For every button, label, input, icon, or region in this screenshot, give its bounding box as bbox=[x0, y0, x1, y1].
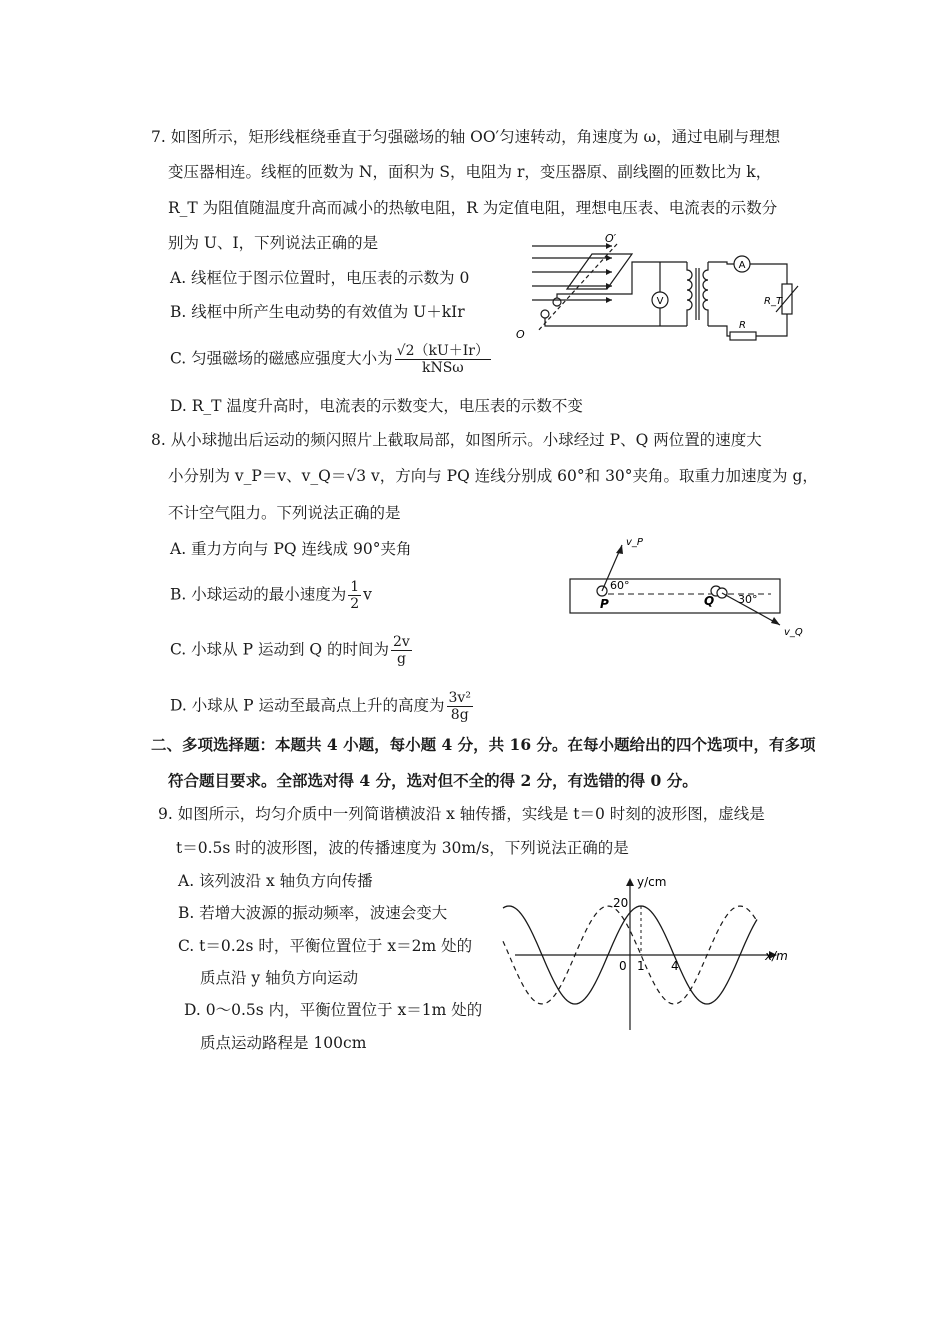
resistor-label: R bbox=[739, 320, 746, 331]
q7-option-c-text: C. 匀强磁场的磁感应强度大小为 bbox=[170, 349, 393, 368]
q8-strobe-figure bbox=[566, 535, 803, 640]
q9-option-c-line2: 质点沿 y 轴负方向运动 bbox=[200, 969, 359, 987]
label-angle-30: 30° bbox=[738, 593, 758, 606]
x-tick-1: 1 bbox=[637, 959, 645, 973]
field-arrow-5 bbox=[606, 297, 612, 303]
q7-stem-line4: 别为 U、I，下列说法正确的是 bbox=[168, 234, 379, 252]
q7-stem-line1: 7. 如图所示，矩形线框绕垂直于匀强磁场的轴 OO′匀速转动，角速度为 ω，通过电刷与理想 bbox=[151, 128, 781, 146]
slip-ring-1 bbox=[553, 298, 561, 306]
q8-option-b-unit: v bbox=[363, 585, 372, 604]
q7-option-c-fraction bbox=[395, 343, 491, 376]
q9-option-b: B. 若增大波源的振动频率，波速会变大 bbox=[178, 904, 448, 922]
velocity-vq-arrowhead bbox=[771, 617, 780, 625]
q7-option-c-denominator: kNSω bbox=[421, 360, 464, 376]
label-vp: v_P bbox=[626, 537, 643, 548]
resistor-r bbox=[730, 332, 756, 340]
q8-option-c-denominator: g bbox=[396, 651, 406, 667]
q7-option-b: B. 线框中所产生电动势的有效值为 U＋kIr bbox=[170, 303, 465, 321]
q7-option-d: D. R_T 温度升高时，电流表的示数变大，电压表的示数不变 bbox=[170, 397, 583, 415]
q7-stem-line3: R_T 为阻值随温度升高而减小的热敏电阻，R 为定值电阻，理想电压表、电流表的示数分 bbox=[168, 199, 778, 217]
q7-stem-line2: 变压器相连。线框的匝数为 N，面积为 S，电阻为 r，变压器原、副线圈的匝数比为 k， bbox=[168, 163, 772, 181]
y-axis-label: y/cm bbox=[637, 875, 667, 889]
voltmeter-label: V bbox=[656, 296, 664, 307]
q7-option-c bbox=[170, 343, 493, 376]
q8-option-d-denominator: 8g bbox=[450, 707, 469, 723]
q8-option-d bbox=[170, 690, 475, 723]
q7-circuit-figure bbox=[512, 234, 812, 349]
secondary-coil bbox=[703, 262, 708, 326]
axis-label-o-prime: O′ bbox=[605, 232, 617, 245]
q8-option-c-fraction bbox=[391, 634, 412, 667]
q8-option-d-fraction bbox=[447, 690, 473, 723]
x-axis-label: x/m bbox=[765, 949, 788, 963]
q8-option-b-denominator: 2 bbox=[350, 596, 360, 612]
q8-option-d-text: D. 小球从 P 运动至最高点上升的高度为 bbox=[170, 696, 445, 715]
q8-option-c-text: C. 小球从 P 运动到 Q 的时间为 bbox=[170, 640, 390, 659]
q8-option-b-fraction bbox=[348, 579, 361, 612]
q8-option-b-numerator: 1 bbox=[350, 579, 360, 595]
lead-wire-bottom bbox=[545, 318, 660, 326]
q7-option-a: A. 线框位于图示位置时，电压表的示数为 0 bbox=[170, 269, 470, 287]
label-angle-60: 60° bbox=[610, 579, 630, 592]
q9-option-d-line2: 质点运动路程是 100cm bbox=[200, 1034, 367, 1052]
q8-option-c-numerator: 2v bbox=[393, 634, 410, 650]
q9-stem-line1: 9. 如图所示，均匀介质中一列简谐横波沿 x 轴传播，实线是 t＝0 时刻的波形图，虚线是 bbox=[158, 805, 765, 823]
q8-option-c bbox=[170, 634, 414, 667]
q8-option-b bbox=[170, 579, 372, 612]
section2-heading-line1: 二、多项选择题：本题共 4 小题，每小题 4 分，共 16 分。在每小题给出的四个选项中，有多项 bbox=[151, 735, 816, 754]
axis-label-o: O bbox=[516, 328, 525, 341]
q8-stem-line3: 不计空气阻力。下列说法正确的是 bbox=[168, 504, 401, 522]
q8-stem-line2: 小分别为 v_P＝v、v_Q＝√3 v，方向与 PQ 连线分别成 60°和 30°夹角。取重力加速度为 g， bbox=[168, 467, 818, 485]
q8-option-a: A. 重力方向与 PQ 连线成 90°夹角 bbox=[170, 540, 412, 558]
y-tick-20: 20 bbox=[613, 896, 629, 910]
x-tick-0: 0 bbox=[619, 959, 627, 973]
primary-coil bbox=[687, 262, 692, 326]
q9-wave-figure bbox=[495, 870, 795, 1035]
slip-ring-2 bbox=[541, 310, 549, 318]
label-vq: v_Q bbox=[784, 627, 803, 638]
q8-option-d-numerator: 3v² bbox=[448, 690, 471, 706]
q8-stem-line1: 8. 从小球抛出后运动的频闪照片上截取局部，如图所示。小球经过 P、Q 两位置的速度大 bbox=[151, 431, 762, 449]
q9-option-d-line1: D. 0～0.5s 内，平衡位置位于 x＝1m 处的 bbox=[184, 1001, 483, 1019]
q9-stem-line2: t＝0.5s 时的波形图，波的传播速度为 30m/s，下列说法正确的是 bbox=[176, 839, 629, 857]
thermistor-label: R_T bbox=[764, 296, 783, 307]
label-q: Q bbox=[704, 594, 715, 608]
ammeter-label: A bbox=[738, 260, 746, 271]
field-arrow-3 bbox=[606, 269, 612, 275]
q8-option-b-text: B. 小球运动的最小速度为 bbox=[170, 585, 347, 604]
y-axis-arrowhead bbox=[626, 878, 634, 886]
q7-option-c-numerator: √2（kU＋Ir） bbox=[396, 343, 490, 359]
x-tick-4: 4 bbox=[671, 959, 679, 973]
q9-option-a: A. 该列波沿 x 轴负方向传播 bbox=[178, 872, 373, 890]
velocity-vp-arrowhead bbox=[616, 545, 623, 554]
section2-heading-line2: 符合题目要求。全部选对得 4 分，选对但不全的得 2 分，有选错的得 0 分。 bbox=[168, 771, 698, 790]
field-arrow-2 bbox=[606, 255, 612, 261]
rotation-axis bbox=[537, 244, 617, 332]
wave-axes bbox=[515, 878, 777, 1030]
q9-option-c-line1: C. t＝0.2s 时，平衡位置位于 x＝2m 处的 bbox=[178, 937, 473, 955]
label-p: P bbox=[600, 597, 609, 611]
